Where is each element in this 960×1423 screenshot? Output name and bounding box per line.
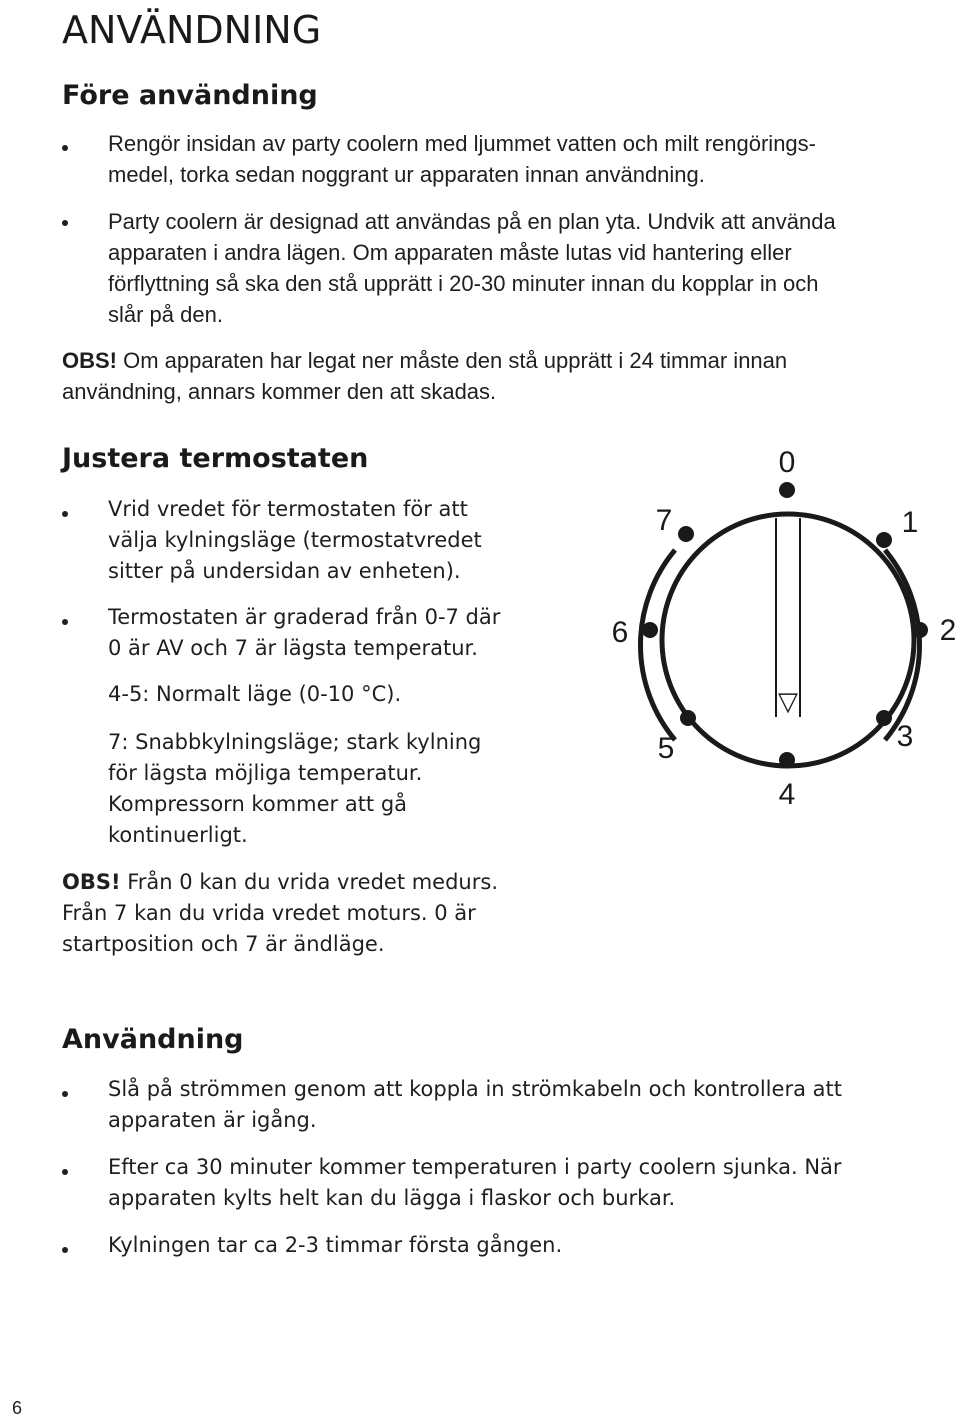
- bullet-dot: [62, 1091, 68, 1097]
- page-number: 6: [12, 1398, 23, 1418]
- bullet-dot: [62, 1169, 68, 1175]
- usage-bullet-3: Kylningen tar ca 2-3 timmar första gången.: [108, 1233, 563, 1257]
- before-use-bullet-2: [108, 206, 836, 330]
- text-line: användning, annars kommer den att skadas.: [62, 379, 497, 404]
- text-line: förflyttning så ska den stå upprätt i 20-30 minuter innan du kopplar in och: [108, 271, 819, 296]
- text-line: Termostaten är graderad från 0-7 där: [108, 605, 501, 629]
- dial-dot-5: [680, 710, 696, 726]
- text-line: Party coolern är designad att användas på en plan yta. Undvik att använda: [108, 209, 836, 234]
- text-line: apparaten i andra lägen. Om apparaten måste lutas vid hantering eller: [108, 240, 792, 265]
- text-line: sitter på undersidan av enheten).: [108, 559, 461, 583]
- dial-label-5: 5: [657, 732, 675, 765]
- bullet-dot: [62, 220, 68, 226]
- dial-dot-7: [678, 526, 694, 542]
- text-line: 7: Snabbkylningsläge; stark kylning: [108, 730, 482, 754]
- thermostat-normal-mode: 4-5: Normalt läge (0-10 °C).: [108, 682, 402, 706]
- page-title: ANVÄNDNING: [62, 8, 322, 52]
- text-line: slår på den.: [108, 302, 223, 327]
- dial-dot-6: [642, 622, 658, 638]
- usage-bullet-2: [108, 1152, 842, 1214]
- section-heading-thermostat: Justera termostaten: [62, 443, 369, 474]
- bullet-dot: [62, 145, 68, 151]
- section-heading-usage: Användning: [62, 1024, 244, 1055]
- text-line: Rengör insidan av party coolern med ljummet vatten och milt rengörings-: [108, 131, 816, 156]
- dial-label-3: 3: [896, 720, 914, 753]
- dial-dot-3: [876, 710, 892, 726]
- usage-bullet-1: [108, 1074, 842, 1136]
- bullet-dot: [62, 619, 68, 625]
- dial-label-0: 0: [778, 446, 796, 479]
- dial-label-6: 6: [611, 616, 629, 649]
- thermostat-bullet-1: [108, 494, 482, 587]
- dial-dot-1: [876, 532, 892, 548]
- text-line: för lägsta möjliga temperatur.: [108, 761, 423, 785]
- obs-label: OBS!: [62, 348, 117, 373]
- thermostat-dial-diagram: [600, 440, 960, 820]
- thermostat-quick-mode: [108, 727, 481, 851]
- dial-label-7: 7: [655, 504, 673, 537]
- dial-label-1: 1: [901, 506, 919, 539]
- dial-label-2: 2: [939, 614, 957, 647]
- text-line: Slå på strömmen genom att koppla in strömkabeln och kontrollera att: [108, 1077, 842, 1101]
- thermostat-bullet-2: [108, 602, 500, 664]
- text-line: Efter ca 30 minuter kommer temperaturen i party coolern sjunka. När: [108, 1155, 842, 1179]
- before-use-obs-note: [62, 345, 787, 407]
- text-line: Från 7 kan du vrida vredet moturs. 0 är: [62, 901, 476, 925]
- text-line: apparaten kylts helt kan du lägga i flaskor och burkar.: [108, 1186, 676, 1210]
- text-line: välja kylningsläge (termostatvredet: [108, 528, 482, 552]
- dial-label-4: 4: [778, 778, 796, 811]
- before-use-bullet-1: [108, 128, 816, 190]
- obs-text: Om apparaten har legat ner måste den stå upprätt i 24 timmar innan: [117, 348, 788, 373]
- dial-knob: [662, 514, 914, 766]
- text-line: [62, 867, 498, 898]
- text-line: medel, torka sedan noggrant ur apparaten innan användning.: [108, 162, 705, 187]
- text-line: Kompressorn kommer att gå: [108, 792, 408, 816]
- bullet-dot: [62, 511, 68, 517]
- dial-dot-2: [912, 622, 928, 638]
- dial-pointer-symbol: ▽: [778, 687, 798, 717]
- bullet-dot: [62, 1247, 68, 1253]
- section-heading-before-use: Före användning: [62, 80, 318, 111]
- text-line: apparaten är igång.: [108, 1108, 317, 1132]
- text-line: 0 är AV och 7 är lägsta temperatur.: [108, 636, 478, 660]
- text-line: Vrid vredet för termostaten för att: [108, 497, 468, 521]
- dial-dot-4: [779, 752, 795, 768]
- thermostat-obs-note: [62, 867, 498, 960]
- text-line: kontinuerligt.: [108, 823, 248, 847]
- obs-text: Från 0 kan du vrida vredet medurs.: [120, 870, 498, 894]
- dial-dot-0: [779, 482, 795, 498]
- obs-label: OBS!: [62, 870, 121, 894]
- text-line: [62, 345, 787, 376]
- text-line: startposition och 7 är ändläge.: [62, 932, 385, 956]
